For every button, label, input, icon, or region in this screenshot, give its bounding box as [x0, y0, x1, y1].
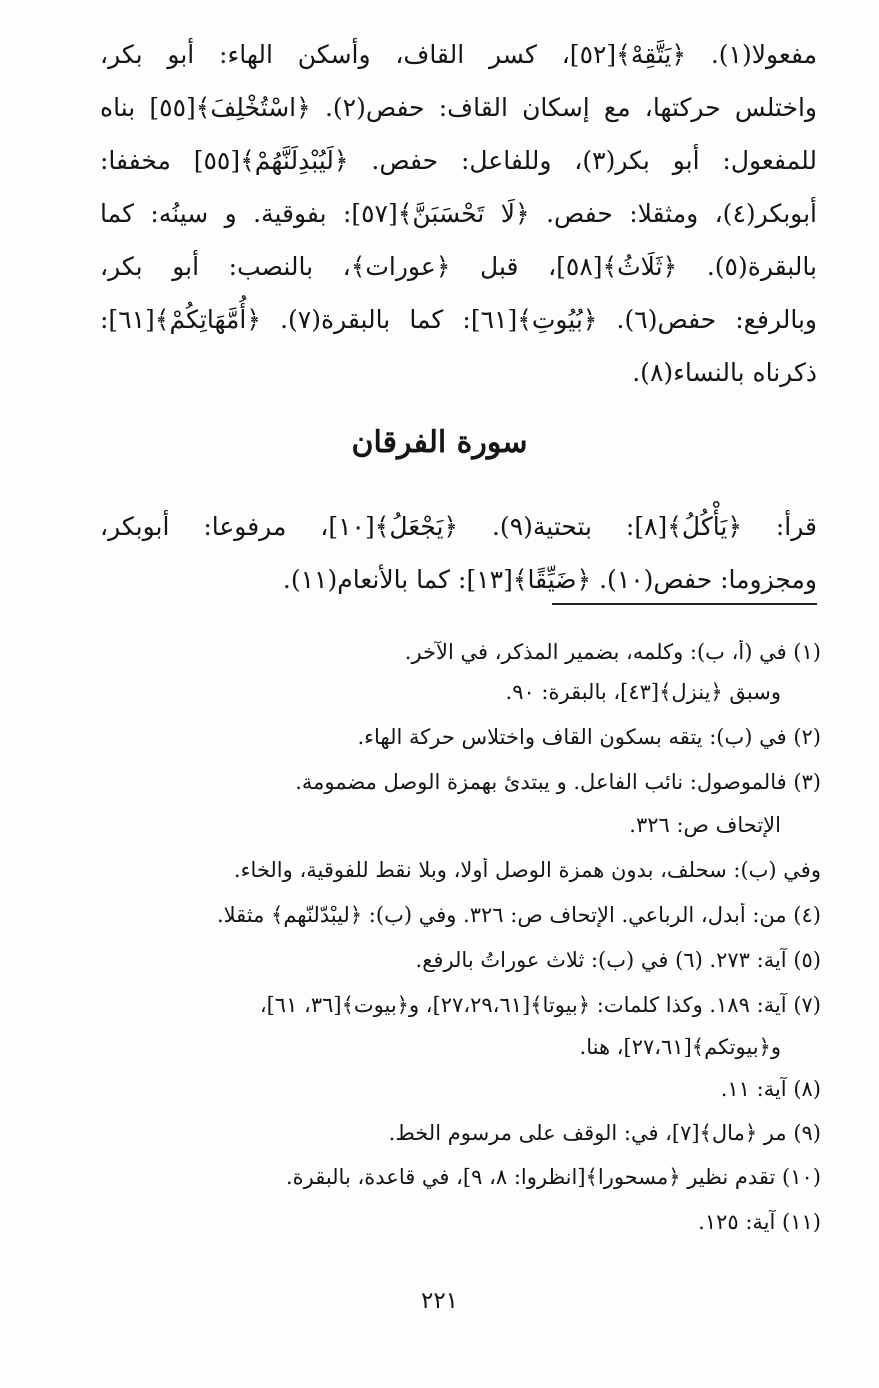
footnote-divider	[552, 603, 817, 605]
text-line: وبالرفع: حفص(٦). ﴿بُيُوتِ﴾[٦١]: كما بالبقرة(٧). ﴿أُمَّهَاتِكُمْ﴾[٦١]:	[100, 305, 817, 334]
footnote-item: وفي (ب): سحلف، بدون همزة الوصل أولا، وبلا نقط للفوقية، والخاء.	[233, 858, 821, 882]
footnote-item: (١١) آية: ١٢٥.	[698, 1210, 821, 1234]
footnote-item: الإتحاف ص: ٣٢٦.	[629, 813, 781, 837]
footnote-item: (٧) آية: ١٨٩. وكذا كلمات: ﴿بيوتا﴾[٢٧،٢٩،٦١]، و﴿بيوت﴾[٣٦، ٦١]،	[259, 993, 821, 1017]
footnote-item: (٥) آية: ٢٧٣. (٦) في (ب): ثلاث عوراتُ بالرفع.	[415, 948, 821, 972]
footnote-item: (١٠) تقدم نظير ﴿مسحورا﴾[انظروا: ٨، ٩]، في قاعدة، بالبقرة.	[285, 1165, 821, 1189]
text-line: للمفعول: أبو بكر(٣)، وللفاعل: حفص. ﴿لَيُبْدِلَنَّهُمْ﴾[٥٥] مخففا:	[100, 146, 817, 175]
surah-title: سورة الفرقان	[351, 425, 528, 460]
text-line: بالبقرة(٥). ﴿ثَلَاثُ﴾[٥٨]، قبل ﴿عورات﴾، بالنصب: أبو بكر،	[100, 252, 817, 281]
text-line: أبوبكر(٤)، ومثقلا: حفص. ﴿لَا تَحْسَبَنَّ﴾[٥٧]: بفوقية. و سينُه: كما	[100, 199, 817, 228]
surah-intro	[100, 500, 817, 606]
text-line: قرأ: ﴿يَأْكُلُ﴾[٨]: بتحتية(٩). ﴿يَجْعَلُ﴾[١٠]، مرفوعا: أبوبكر،	[100, 512, 817, 541]
footnote-item: (٣) فالموصول: نائب الفاعل. و يبتدئ بهمزة الوصل مضمومة.	[295, 770, 821, 794]
page-number: ٢٢١	[420, 1288, 459, 1314]
text-line: مفعولا(١). ﴿يَتَّقِهْ﴾[٥٢]، كسر القاف، وأسكن الهاء: أبو بكر،	[100, 40, 817, 69]
text-line: واختلس حركتها، مع إسكان القاف: حفص(٢). ﴿اسْتُخْلِفَ﴾[٥٥] بناه	[100, 93, 817, 122]
footnote-item: (٢) في (ب): يتقه بسكون القاف واختلاس حركة الهاء.	[357, 725, 821, 749]
main-text	[100, 28, 817, 399]
footnote-item: و﴿بيوتكم﴾[٢٧،٦١]، هنا.	[579, 1035, 781, 1059]
footnote-item: (٤) من: أبدل، الرباعي. الإتحاف ص: ٣٢٦. وفي (ب): ﴿ليبْدّلنّهم﴾ مثقلا.	[216, 903, 821, 927]
text-line: ذكرناه بالنساء(٨).	[632, 358, 817, 387]
footnote-item: (١) في (أ، ب): وكلمه، بضمير المذكر، في الآخر.	[404, 640, 821, 664]
footnote-item: (٨) آية: ١١.	[720, 1077, 821, 1101]
footnote-item: (٩) مر ﴿مال﴾[٧]، في: الوقف على مرسوم الخط.	[388, 1121, 821, 1145]
text-line: ومجزوما: حفص(١٠). ﴿ضَيِّقًا﴾[١٣]: كما بالأنعام(١١).	[282, 565, 817, 594]
footnote-item: وسبق ﴿ينزل﴾[٤٣]، بالبقرة: ٩٠.	[505, 680, 781, 704]
